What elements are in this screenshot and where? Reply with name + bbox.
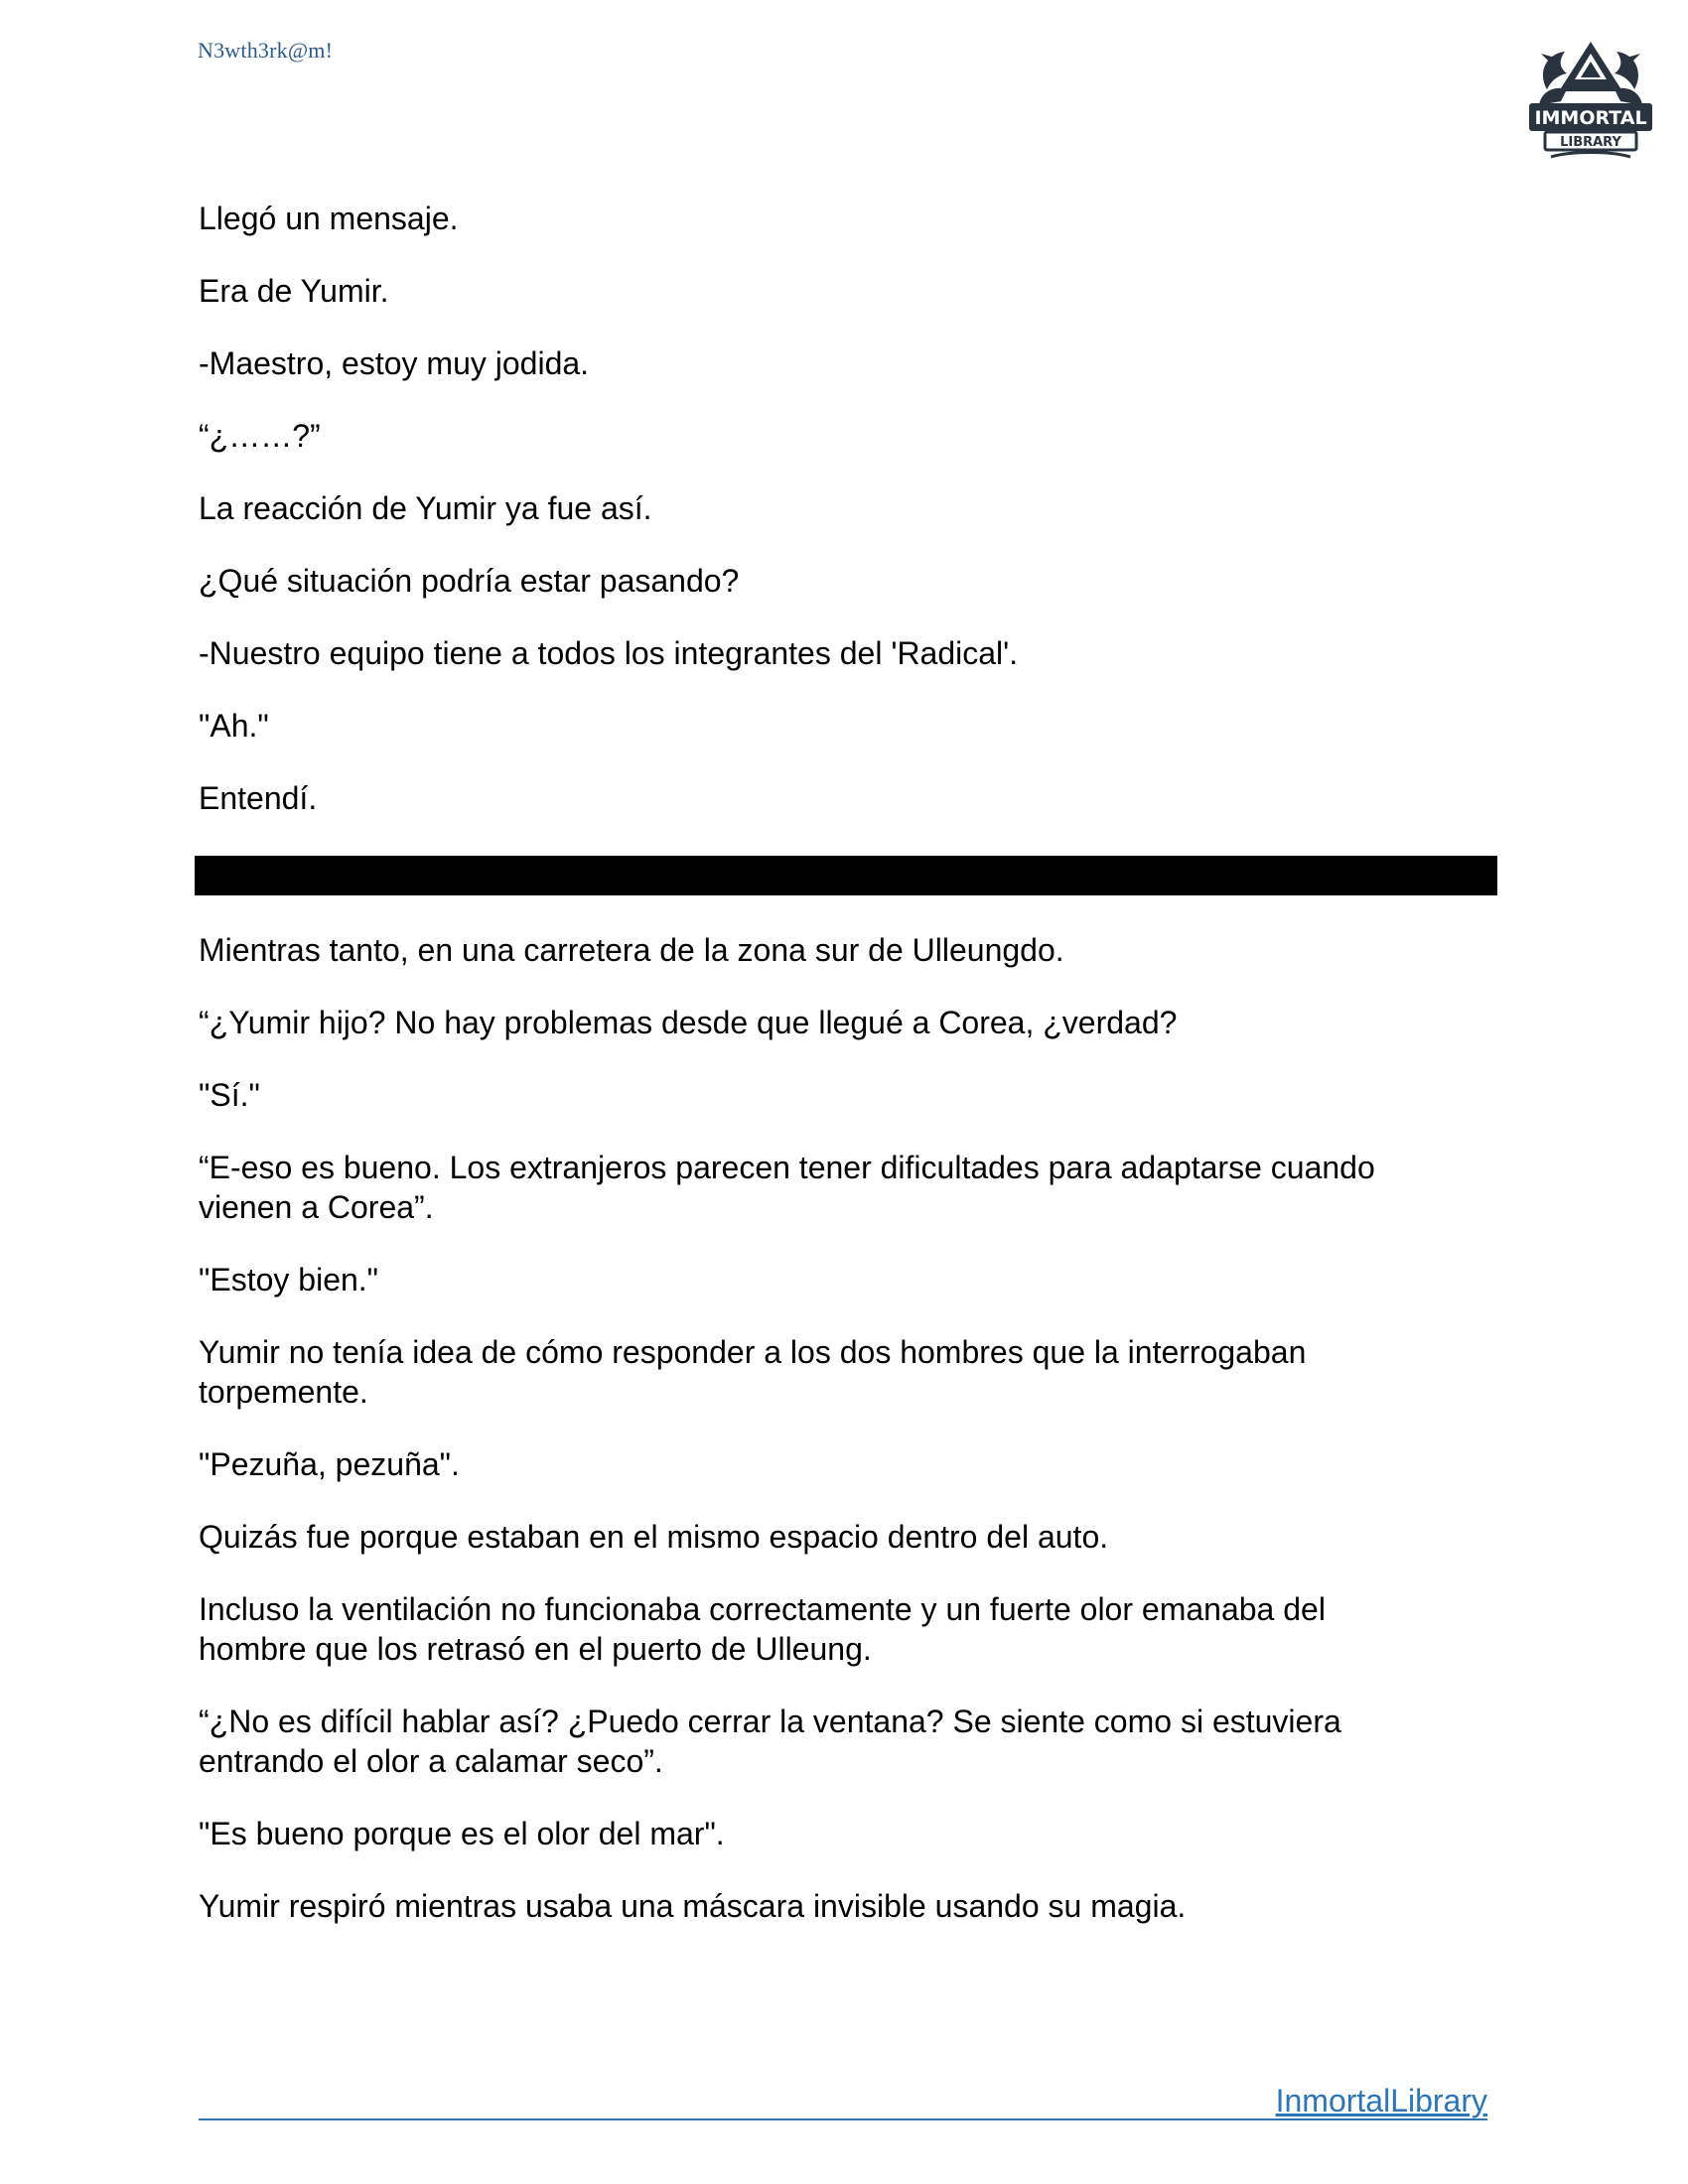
paragraph: Quizás fue porque estaban en el mismo espacio dentro del auto.: [199, 1519, 1109, 1555]
paragraph: -Nuestro equipo tiene a todos los integrantes del 'Radical'.: [199, 635, 1019, 671]
paragraph: Era de Yumir.: [199, 273, 389, 309]
paragraph: ¿Qué situación podría estar pasando?: [199, 563, 740, 599]
paragraph: Entendí.: [199, 780, 318, 816]
paragraph: Llegó un mensaje.: [199, 201, 459, 236]
paragraph: Yumir no tenía idea de cómo responder a los dos hombres que la interrogaban torpemente.: [199, 1334, 1307, 1410]
paragraph: La reacción de Yumir ya fue así.: [199, 490, 652, 526]
logo-line2: LIBRARY: [1560, 135, 1621, 150]
paragraph: "Pezuña, pezuña".: [199, 1446, 460, 1482]
section-two: [199, 930, 1499, 1926]
paragraph: "Ah.": [199, 708, 269, 744]
header-watermark-text: N3wth3rk@m!: [198, 38, 334, 63]
footer-inmortallibrary-link[interactable]: InmortalLibrary: [1275, 2083, 1487, 2118]
paragraph: “¿Yumir hijo? No hay problemas desde que llegué a Corea, ¿verdad?: [199, 1005, 1178, 1040]
paragraph: Mientras tanto, en una carretera de la zona sur de Ulleungdo.: [199, 932, 1064, 968]
paragraph: Incluso la ventilación no funcionaba correctamente y un fuerte olor emanaba del hombre que los retrasó en el puerto de Ulleung.: [199, 1591, 1326, 1667]
logo-line1: IMMORTAL: [1534, 107, 1647, 129]
paragraph: “E-eso es bueno. Los extranjeros parecen tener dificultades para adaptarse cuando vienen a Corea”.: [199, 1150, 1375, 1225]
immortal-library-logo: [1511, 20, 1670, 179]
paragraph: "Es bueno porque es el olor del mar".: [199, 1816, 725, 1851]
section-one: [199, 199, 1499, 818]
immortal-library-dragon-emblem-icon: [1511, 20, 1670, 179]
paragraph: "Sí.": [199, 1077, 260, 1113]
paragraph: Yumir respiró mientras usaba una máscara invisible usando su magia.: [199, 1888, 1187, 1924]
paragraph: -Maestro, estoy muy jodida.: [199, 345, 590, 381]
section-separator-bar: [195, 856, 1497, 895]
paragraph: “¿No es difícil hablar así? ¿Puedo cerrar la ventana? Se siente como si estuviera entrando el olor a calamar seco”.: [199, 1704, 1341, 1779]
paragraph: "Estoy bien.": [199, 1262, 379, 1297]
paragraph: “¿……?”: [199, 418, 321, 454]
